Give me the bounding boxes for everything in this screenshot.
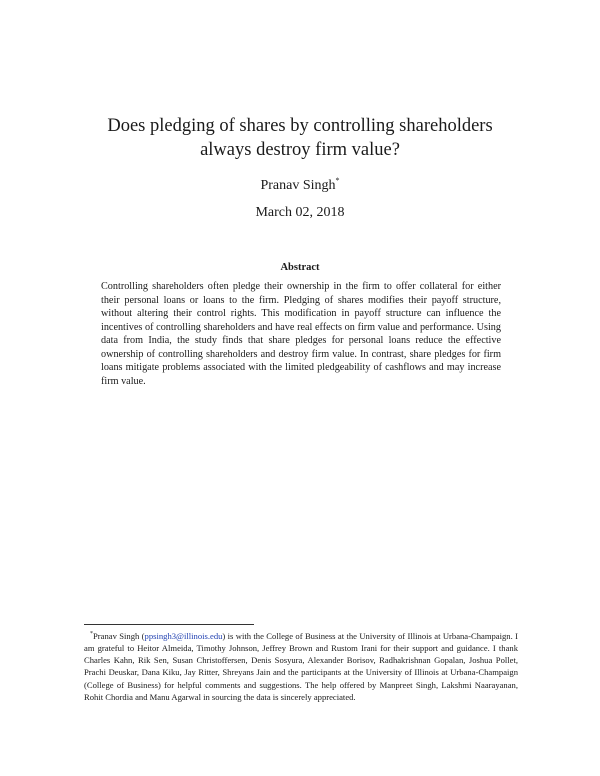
footnote-divider bbox=[84, 624, 254, 625]
author-name bbox=[0, 176, 600, 194]
title-line-1: Does pledging of shares by controlling shareholders bbox=[107, 116, 493, 136]
footnote-body: ) is with the College of Business at the University of Illinois at Urbana-Champaign. I am grateful to Heitor Almeida, Timothy Johnson, Jeffrey Brown and Rustom Irani for their support and guidance. I thank Charles Kahn, Rik Sen, Susan Christoffersen, Denis Sosyura, Alexander Borisov, Radhakrishnan Gopalan, Joshua Pollet, Prachi Deuskar, Dana Kiku, Jay Ritter, Shreyans Jain and the participants at the University of Illinois at Urbana-Champaign (College of Business) for helpful comments and suggestions. The help offered by Manpreet Singh, Lakshmi Naarayanan, Rohit Chordia and Manu Agarwal in sourcing the data is sincerely appreciated. bbox=[84, 630, 518, 702]
footnote-mark: * bbox=[90, 631, 93, 637]
abstract-heading: Abstract bbox=[280, 262, 320, 273]
title-line-2: always destroy firm value? bbox=[200, 140, 400, 160]
author-text: Pranav Singh bbox=[260, 178, 336, 193]
publication-date: March 02, 2018 bbox=[255, 205, 345, 220]
paper-title bbox=[0, 114, 600, 162]
footnote-prefix: Pranav Singh ( bbox=[93, 630, 145, 641]
abstract-text: Controlling shareholders often pledge their ownership in the firm to offer collateral for either their personal loans or loans to the firm. Pledging of shares modifies their payoff structure, without altering their control rights. This modification in payoff structure can influence the incentives of controlling shareholders and have real effects on firm value and performance. Using data from India, the study finds that share pledges for personal loans reduce the effective ownership of controlling shareholders and destroy firm value. In contrast, share pledges for firm loans mitigate problems associated with the limited pledgeability of cashflows and may increase firm value. bbox=[101, 281, 501, 387]
author-footnote-mark: * bbox=[335, 176, 340, 185]
author-email-link[interactable]: ppsingh3@illinois.edu bbox=[144, 630, 223, 641]
footnote bbox=[84, 628, 518, 703]
